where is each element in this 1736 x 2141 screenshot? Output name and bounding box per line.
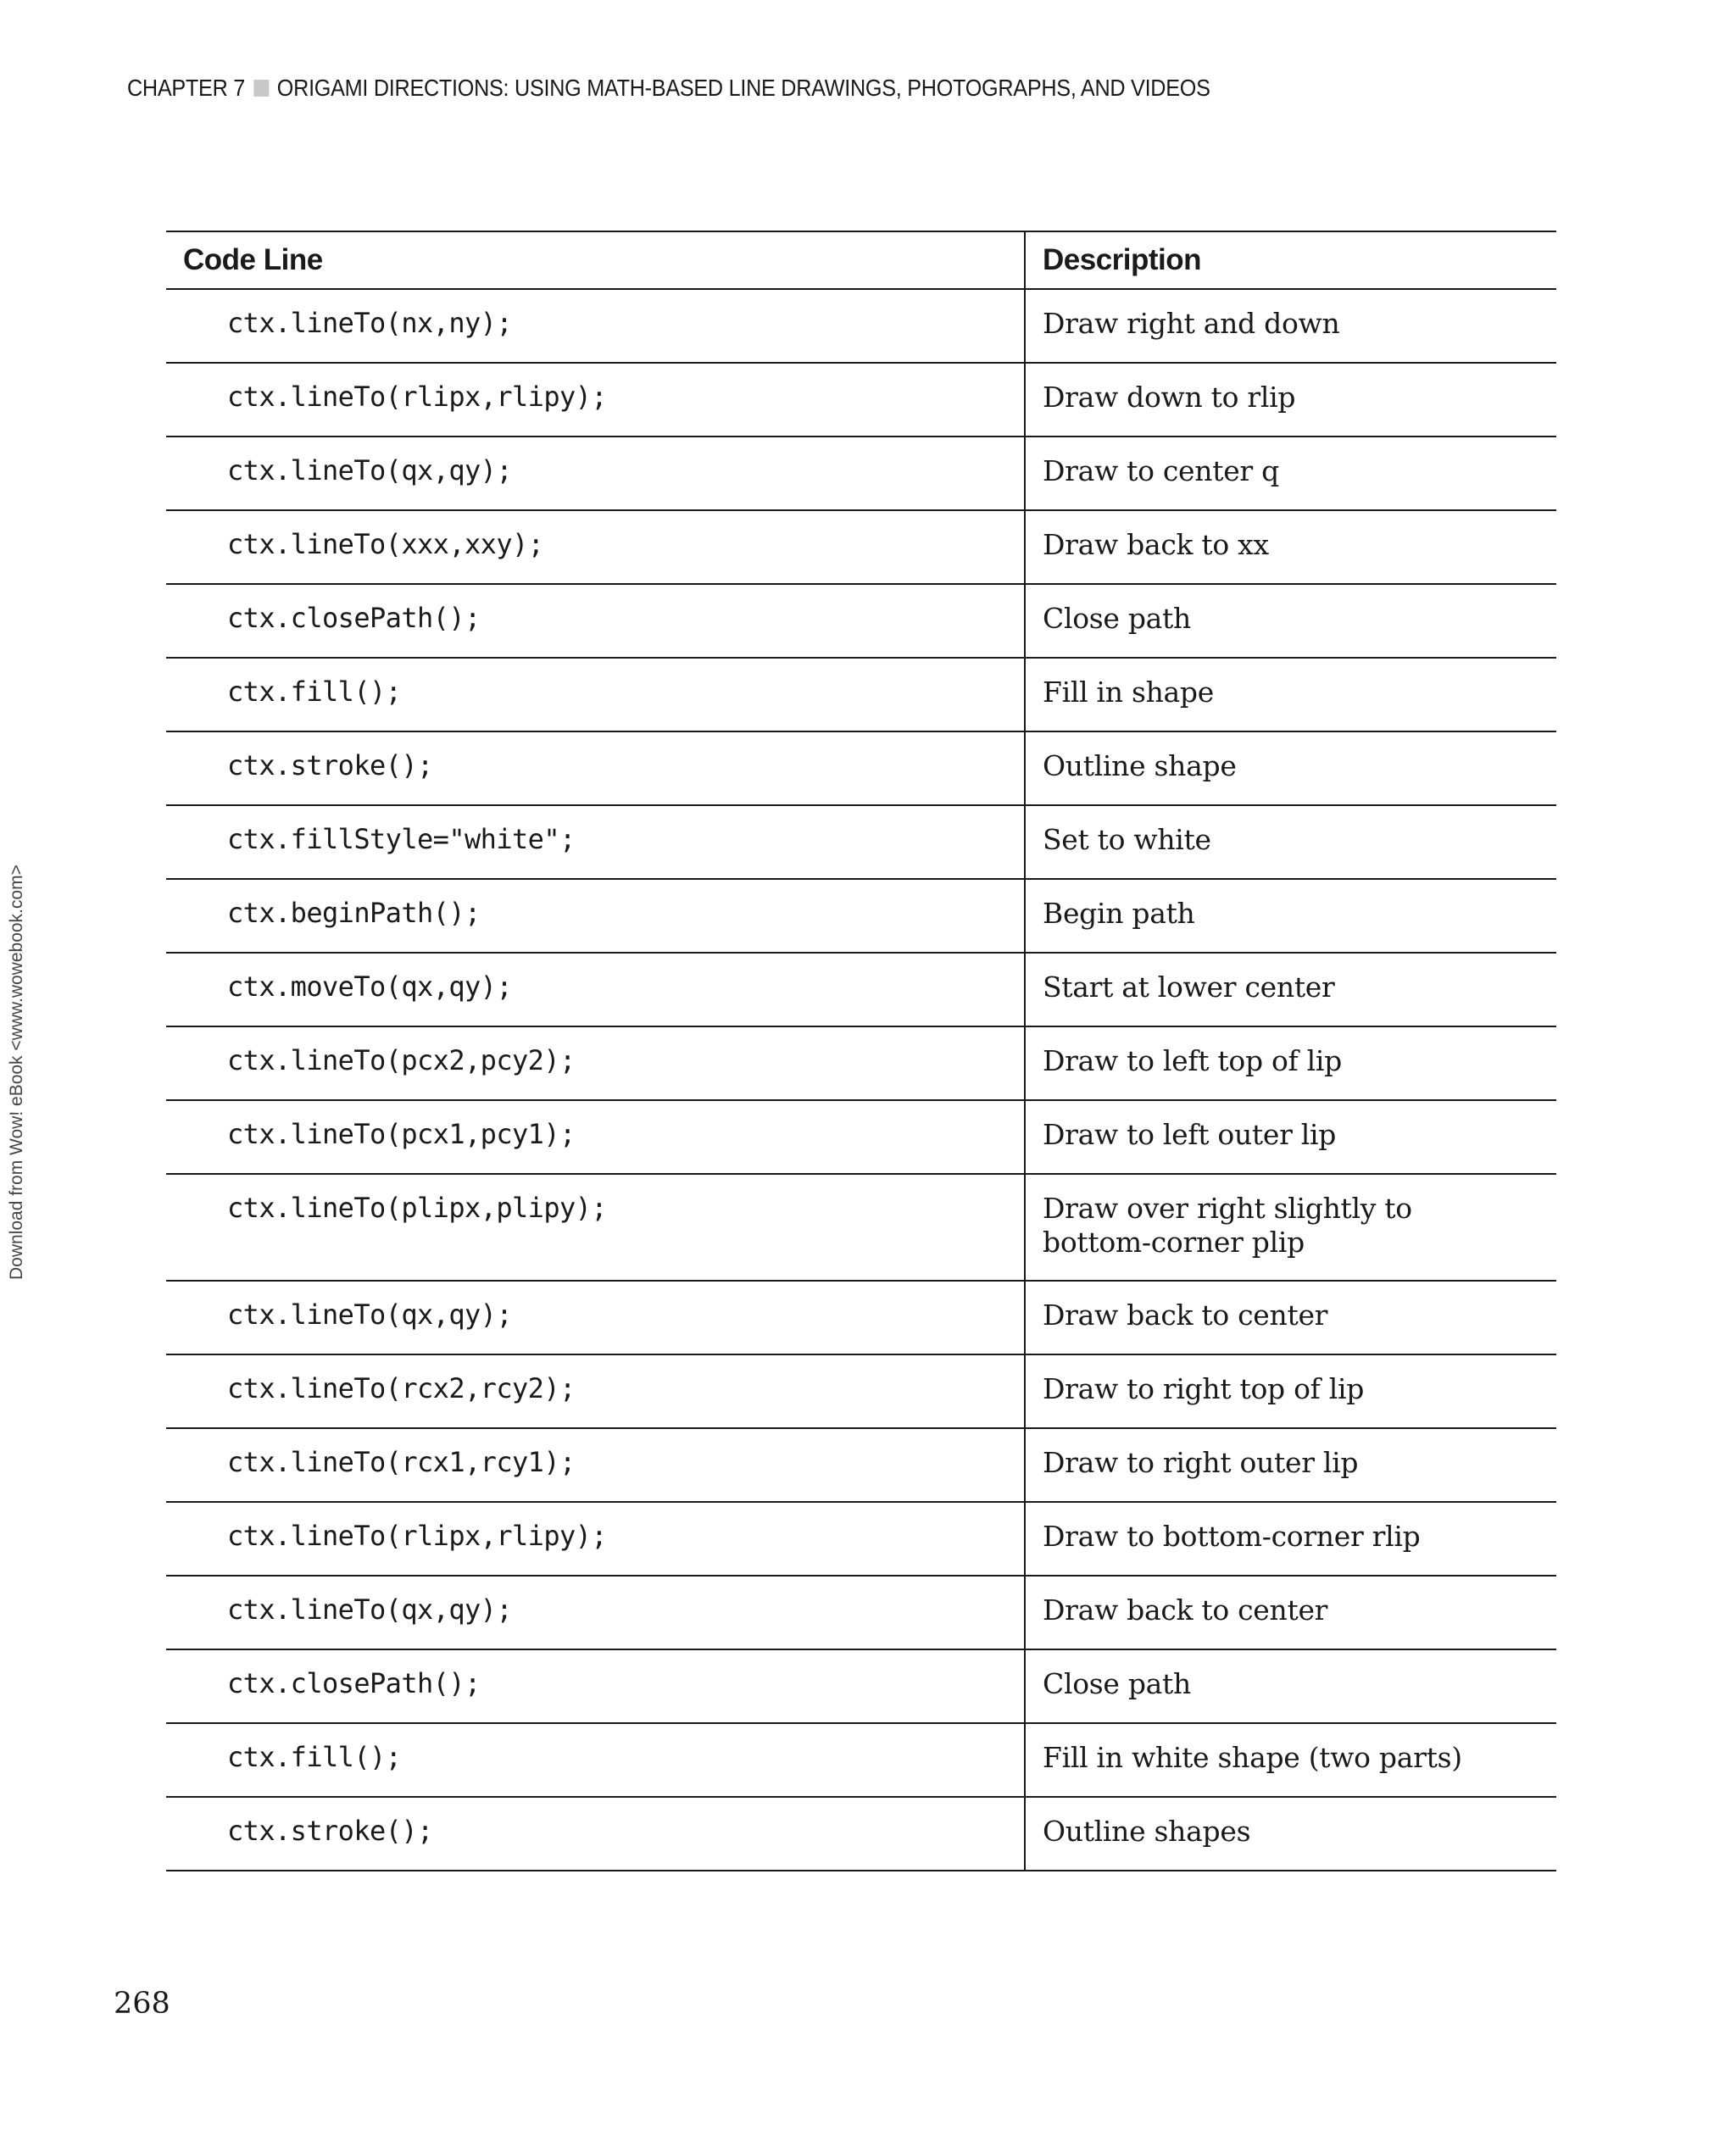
table-row xyxy=(166,879,1556,953)
code-description-table xyxy=(166,231,1556,1871)
description-cell: Draw right and down xyxy=(1025,289,1556,363)
code-line-cell: ctx.lineTo(qx,qy); xyxy=(166,1576,1025,1649)
table-row xyxy=(166,1100,1556,1174)
table-row xyxy=(166,363,1556,437)
code-line-cell: ctx.closePath(); xyxy=(166,584,1025,658)
description-cell: Fill in shape xyxy=(1025,658,1556,731)
table-row xyxy=(166,437,1556,510)
description-cell: Close path xyxy=(1025,1649,1556,1723)
chapter-separator-square xyxy=(254,80,270,97)
code-line-cell: ctx.beginPath(); xyxy=(166,879,1025,953)
description-cell: Draw to left top of lip xyxy=(1025,1026,1556,1100)
table-row xyxy=(166,805,1556,879)
description-cell: Outline shapes xyxy=(1025,1797,1556,1871)
column-header-code-line: Code Line xyxy=(183,243,323,276)
description-cell: Draw to right top of lip xyxy=(1025,1354,1556,1428)
description-cell: Close path xyxy=(1025,584,1556,658)
table-header-row xyxy=(166,231,1556,289)
table-row xyxy=(166,289,1556,363)
description-cell: Draw to right outer lip xyxy=(1025,1428,1556,1502)
description-cell: Begin path xyxy=(1025,879,1556,953)
code-line-cell: ctx.moveTo(qx,qy); xyxy=(166,953,1025,1026)
table-row xyxy=(166,510,1556,584)
code-line-cell: ctx.lineTo(qx,qy); xyxy=(166,437,1025,510)
description-cell: Start at lower center xyxy=(1025,953,1556,1026)
description-cell: Fill in white shape (two parts) xyxy=(1025,1723,1556,1797)
description-cell: Draw to left outer lip xyxy=(1025,1100,1556,1174)
description-cell: Outline shape xyxy=(1025,731,1556,805)
description-cell: Draw back to xx xyxy=(1025,510,1556,584)
code-line-cell: ctx.fill(); xyxy=(166,658,1025,731)
table-row xyxy=(166,731,1556,805)
code-line-cell: ctx.closePath(); xyxy=(166,1649,1025,1723)
code-line-cell: ctx.lineTo(rlipx,rlipy); xyxy=(166,363,1025,437)
table-row xyxy=(166,1797,1556,1871)
table-body xyxy=(166,289,1556,1871)
description-cell: Draw down to rlip xyxy=(1025,363,1556,437)
table-row xyxy=(166,1502,1556,1576)
chapter-label: CHAPTER 7 xyxy=(127,75,246,101)
table-row xyxy=(166,1428,1556,1502)
chapter-title: ORIGAMI DIRECTIONS: USING MATH-BASED LINE DRAWINGS, PHOTOGRAPHS, AND VIDEOS xyxy=(276,75,1210,101)
table-row xyxy=(166,1723,1556,1797)
code-line-cell: ctx.lineTo(pcx1,pcy1); xyxy=(166,1100,1025,1174)
table-row xyxy=(166,658,1556,731)
code-line-cell: ctx.lineTo(pcx2,pcy2); xyxy=(166,1026,1025,1100)
code-line-cell: ctx.stroke(); xyxy=(166,1797,1025,1871)
description-cell: Set to white xyxy=(1025,805,1556,879)
table-row xyxy=(166,1174,1556,1281)
code-line-cell: ctx.fill(); xyxy=(166,1723,1025,1797)
code-line-cell: ctx.lineTo(qx,qy); xyxy=(166,1281,1025,1354)
table-row xyxy=(166,953,1556,1026)
description-cell: Draw back to center xyxy=(1025,1281,1556,1354)
code-line-cell: ctx.lineTo(rcx2,rcy2); xyxy=(166,1354,1025,1428)
page-number: 268 xyxy=(114,1987,170,2021)
table-row xyxy=(166,1354,1556,1428)
table-row xyxy=(166,1026,1556,1100)
column-header-description: Description xyxy=(1025,231,1556,289)
table-row xyxy=(166,1649,1556,1723)
description-cell: Draw to bottom-corner rlip xyxy=(1025,1502,1556,1576)
description-cell: Draw over right slightly to bottom-corner plip xyxy=(1025,1174,1556,1281)
table-row xyxy=(166,1576,1556,1649)
code-line-cell: ctx.lineTo(rlipx,rlipy); xyxy=(166,1502,1025,1576)
code-line-cell: ctx.lineTo(nx,ny); xyxy=(166,289,1025,363)
code-line-cell: ctx.fillStyle="white"; xyxy=(166,805,1025,879)
description-cell: Draw to center q xyxy=(1025,437,1556,510)
table-row xyxy=(166,584,1556,658)
code-line-cell: ctx.stroke(); xyxy=(166,731,1025,805)
table-row xyxy=(166,1281,1556,1354)
code-line-cell: ctx.lineTo(rcx1,rcy1); xyxy=(166,1428,1025,1502)
running-header xyxy=(127,75,1210,102)
code-line-cell: ctx.lineTo(xxx,xxy); xyxy=(166,510,1025,584)
description-cell: Draw back to center xyxy=(1025,1576,1556,1649)
side-watermark: Download from Wow! eBook <www.wowebook.com> xyxy=(7,865,26,1280)
code-line-cell: ctx.lineTo(plipx,plipy); xyxy=(166,1174,1025,1281)
